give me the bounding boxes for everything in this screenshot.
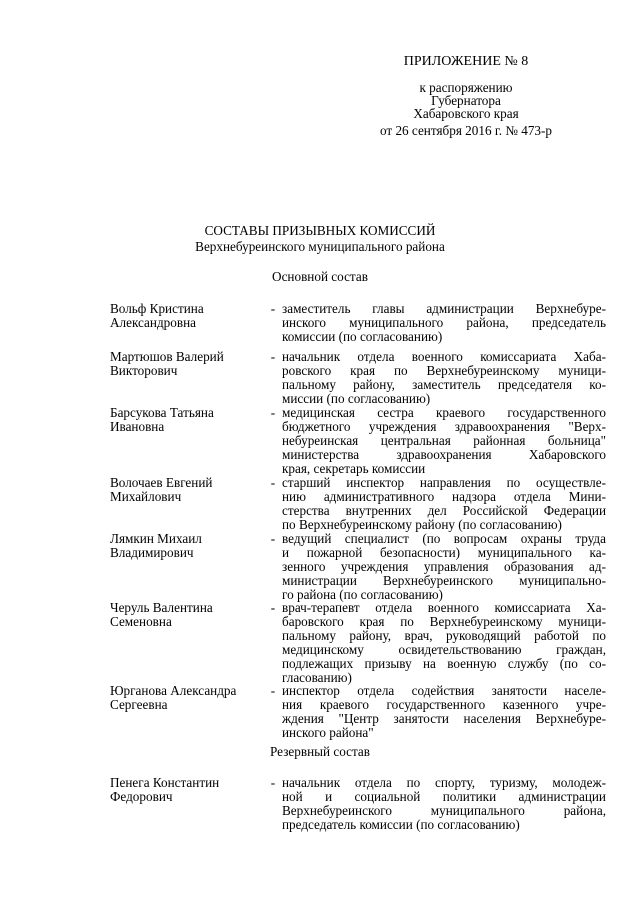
member-role: старший инспектор направления по осуществле- нию административного надзора отдела Мини- стерства внутренних дел Российской Федерации по Верхнебуреинскому району (по согласованию) — [282, 475, 606, 532]
dash-separator: - — [270, 475, 276, 490]
document-subtitle: Верхнебуреинского муниципального района — [195, 239, 445, 254]
dash-separator: - — [270, 531, 276, 546]
member-role: медицинская сестра краевого государственного бюджетного учреждения здравоохранения "Верх- небуреинская центральная районная больница" министерства здравоохранения Хабаровского края, секретарь комиссии — [282, 405, 606, 476]
section-heading-main: Основной состав — [272, 269, 368, 284]
member-role: инспектор отдела содействия занятости населе- ния краевого государственного казенного учре- ждения "Центр занятости населения Верхнебуре- инского района" — [282, 683, 606, 740]
dash-separator: - — [270, 683, 276, 698]
dash-separator: - — [270, 775, 276, 790]
dash-separator: - — [270, 301, 276, 316]
member-role: врач-терапевт отдела военного комиссариата Ха- баровского края по Верхнебуреинскому муници- пальному району, врач, руководящий работой по медицинскому освидетельствованию граждан, подлежащих призыву на военную службу (по со- гласованию) — [282, 600, 606, 685]
member-role: начальник отдела военного комиссариата Хаба- ровского края по Верхнебуреинскому муници- пальному району, заместитель председателя ко- миссии (по согласованию) — [282, 349, 606, 406]
member-role: заместитель главы администрации Верхнебуре- инского муниципального района, председатель комиссии (по согласованию) — [282, 301, 606, 344]
member-name: Черуль Валентина Семеновна — [110, 600, 213, 629]
appendix-line: Губернатора — [431, 93, 501, 108]
dash-separator: - — [270, 349, 276, 364]
member-role: начальник отдела по спорту, туризму, молодеж- ной и социальной политики администрации Верхнебуреинского муниципального района, председатель комиссии (по согласованию) — [282, 775, 606, 832]
member-role: ведущий специалист (по вопросам охраны труда и пожарной безопасности) муниципального ка- зенного учреждения управления образования ад- министрации Верхнебуреинского муниципально- го района (по согласованию) — [282, 531, 606, 602]
member-name: Юрганова Александра Сергеевна — [110, 683, 237, 712]
appendix-line: от 26 сентября 2016 г. № 473-р — [379, 123, 553, 138]
member-name: Волочаев Евгений Михайлович — [110, 475, 213, 504]
member-name: Барсукова Татьяна Ивановна — [110, 405, 214, 434]
dash-separator: - — [270, 405, 276, 420]
member-name: Мартюшов Валерий Викторович — [110, 349, 224, 378]
document-title: СОСТАВЫ ПРИЗЫВНЫХ КОМИССИЙ — [204, 223, 436, 238]
member-name: Пенега Константин Федорович — [110, 775, 220, 804]
member-name: Лямкин Михаил Владимирович — [110, 531, 202, 560]
appendix-line: к распоряжению — [419, 80, 513, 95]
section-heading-reserve: Резервный состав — [270, 744, 370, 759]
member-name: Вольф Кристина Александровна — [110, 301, 204, 330]
appendix-line: Хабаровского края — [413, 106, 519, 121]
dash-separator: - — [270, 600, 276, 615]
appendix-title: ПРИЛОЖЕНИЕ № 8 — [403, 54, 529, 69]
